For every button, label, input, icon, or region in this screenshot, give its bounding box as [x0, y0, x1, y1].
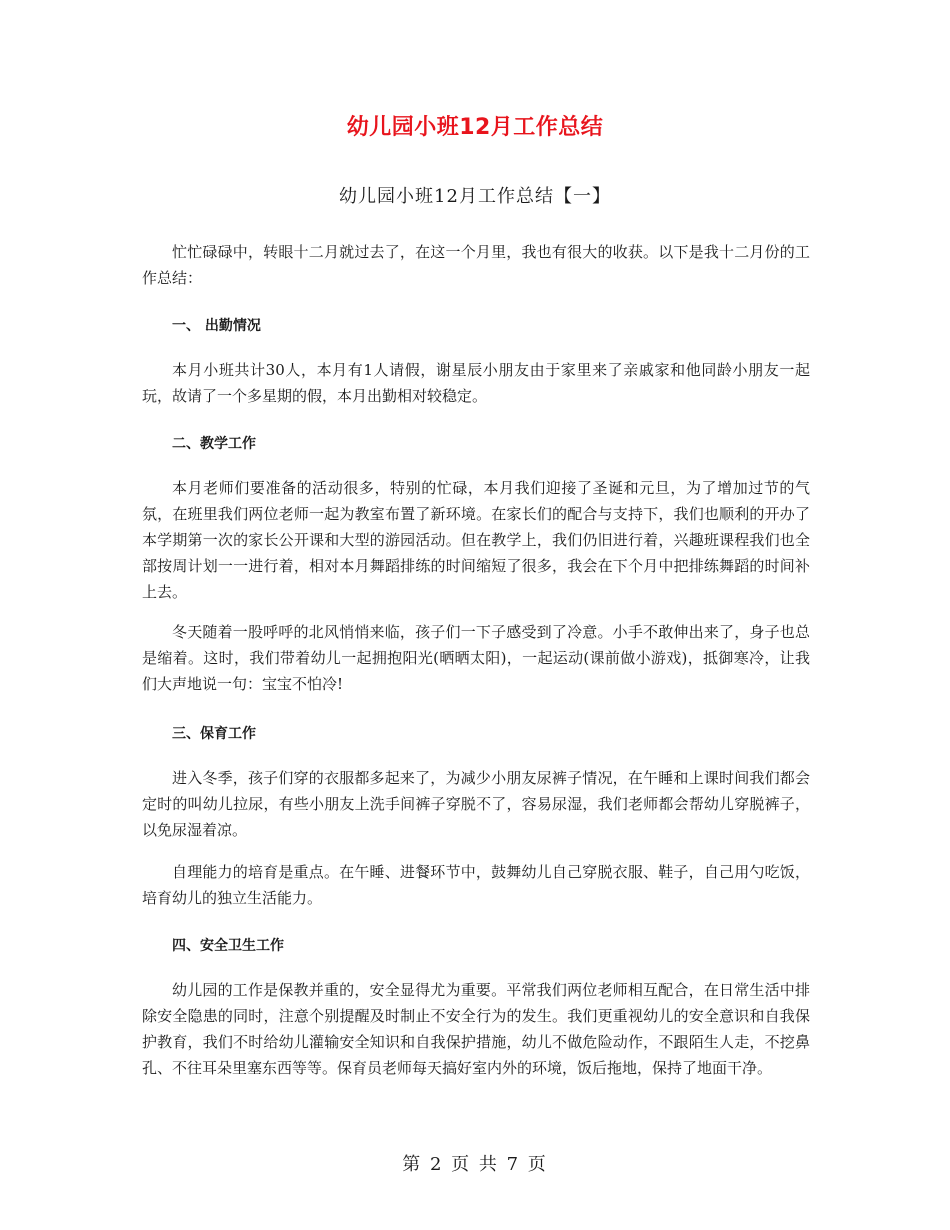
- teaching-paragraph-2: 冬天随着一股呼呼的北风悄悄来临，孩子们一下子感受到了冷意。小手不敢伸出来了，身子也总是缩着。这时，我们带着幼儿一起拥抱阳光(晒晒太阳)，一起运动(课前做小游戏)，抵御寒冷，让我们大声地说一句：宝宝不怕冷!: [142, 623, 810, 693]
- safety-paragraph: 幼儿园的工作是保教并重的，安全显得尤为重要。平常我们两位老师相互配合，在日常生活中排除安全隐患的同时，注意个别提醒及时制止不安全行为的发生。我们更重视幼儿的安全意识和自我保护教育，我们不时给幼儿灌输安全知识和自我保护措施，幼儿不做危险动作，不跟陌生人走，不挖鼻孔、不往耳朵里塞东西等等。保育员老师每天搞好室内外的环境，饭后拖地，保持了地面干净。: [142, 981, 810, 1077]
- attendance-paragraph: 本月小班共计30人，本月有1人请假，谢星辰小朋友由于家里来了亲戚家和他同龄小朋友一起玩，故请了一个多星期的假，本月出勤相对较稳定。: [142, 361, 810, 405]
- document-title: 幼儿园小班12月工作总结: [346, 115, 604, 140]
- intro-paragraph: 忙忙碌碌中，转眼十二月就过去了，在这一个月里，我也有很大的收获。以下是我十二月份的工作总结：: [142, 243, 810, 287]
- page-number-footer: 第 2 页 共 7 页: [402, 1154, 548, 1175]
- section-heading-teaching: 二、教学工作: [172, 436, 256, 452]
- section-heading-safety: 四、安全卫生工作: [172, 938, 284, 954]
- care-paragraph-2: 自理能力的培育是重点。在午睡、进餐环节中，鼓舞幼儿自己穿脱衣服、鞋子，自己用勺吃饭，培育幼儿的独立生活能力。: [142, 863, 810, 907]
- document-subtitle: 幼儿园小班12月工作总结【一】: [339, 186, 611, 207]
- teaching-paragraph-1: 本月老师们要准备的活动很多，特别的忙碌，本月我们迎接了圣诞和元旦，为了增加过节的气氛，在班里我们两位老师一起为教室布置了新环境。在家长们的配合与支持下，我们也顺利的开办了本学期第一次的家长公开课和大型的游园活动。但在教学上，我们仍旧进行着，兴趣班课程我们也全部按周计划一一进行着，相对本月舞蹈排练的时间缩短了很多，我会在下个月中把排练舞蹈的时间补上去。: [142, 479, 810, 601]
- care-paragraph-1: 进入冬季，孩子们穿的衣服都多起来了，为减少小朋友尿裤子情况，在午睡和上课时间我们都会定时的叫幼儿拉尿，有些小朋友上洗手间裤子穿脱不了，容易尿湿，我们老师都会帮幼儿穿脱裤子，以免尿湿着凉。: [142, 769, 810, 839]
- section-heading-attendance: 一、 出勤情况: [172, 318, 261, 334]
- section-heading-care: 三、保育工作: [172, 726, 256, 742]
